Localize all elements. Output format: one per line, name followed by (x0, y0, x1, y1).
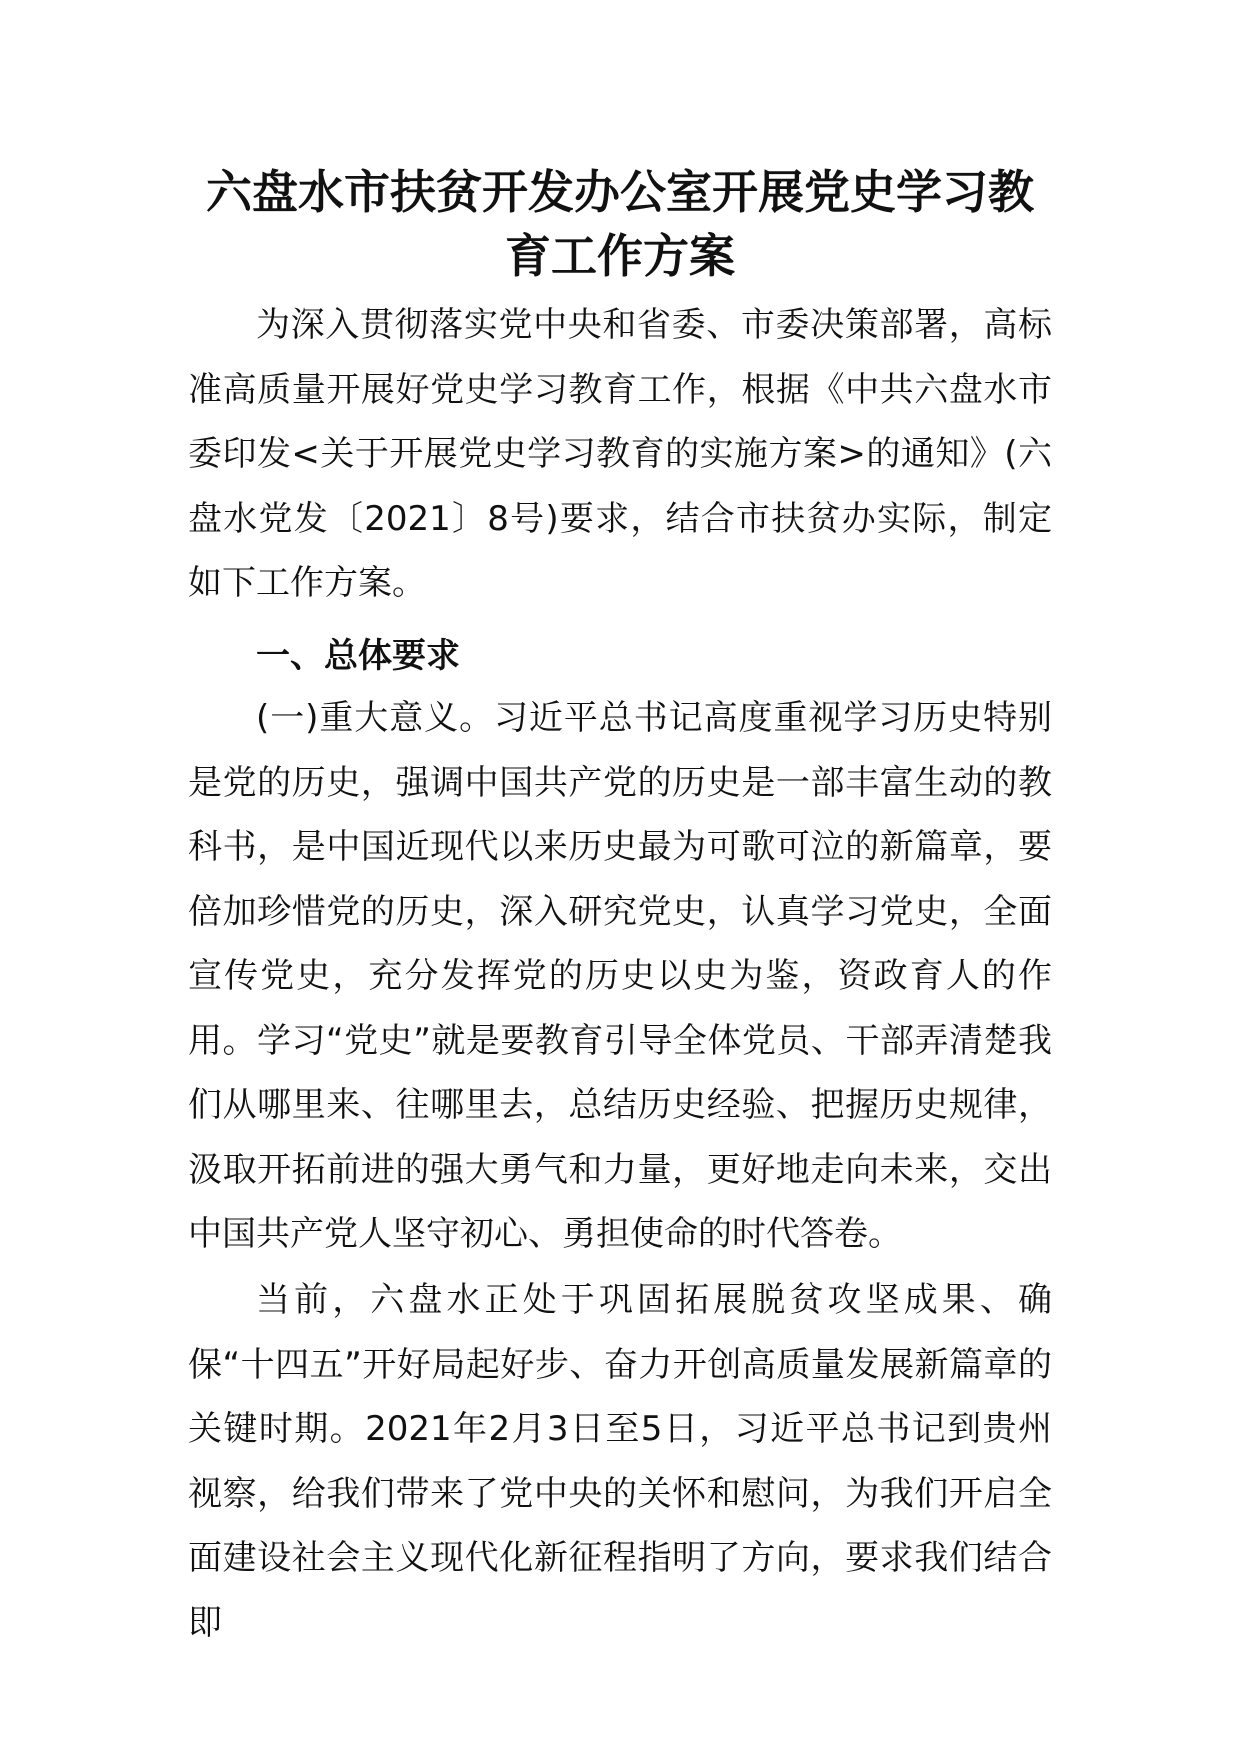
document-title: 六盘水市扶贫开发办公室开展党史学习教育工作方案 (206, 165, 1034, 283)
current-situation-paragraph: 当前，六盘水正处于巩固拓展脱贫攻坚成果、确保“十四五”开好局起好步、奋力开创高质量发展新篇章的关键时期。2021年2月3日至5日，习近平总书记到贵州视察，给我们带来了党中央的关怀和慰问，为我们开启全面建设社会主义现代化新征程指明了方向，要求我们结合即 (188, 1280, 1052, 1643)
intro-paragraph: 为深入贯彻落实党中央和省委、市委决策部署，高标准高质量开展好党史学习教育工作，根据《中共六盘水市委印发<关于开展党史学习教育的实施方案>的通知》(六盘水党发〔2021〕8号)要求，结合市扶贫办实际，制定如下工作方案。 (188, 305, 1052, 603)
section-heading-general-requirements: 一、总体要求 (256, 636, 460, 676)
significance-paragraph: (一)重大意义。习近平总书记高度重视学习历史特别是党的历史，强调中国共产党的历史是一部丰富生动的教科书，是中国近现代以来历史最为可歌可泣的新篇章，要倍加珍惜党的历史，深入研究党史，认真学习党史，全面宣传党史，充分发挥党的历史以史为鉴，资政育人的作用。学习“党史”就是要教育引导全体党员、干部弄清楚我们从哪里来、往哪里去，总结历史经验、把握历史规律，汲取开拓前进的强大勇气和力量，更好地走向未来，交出中国共产党人坚守初心、勇担使命的时代答卷。 (188, 698, 1052, 1254)
